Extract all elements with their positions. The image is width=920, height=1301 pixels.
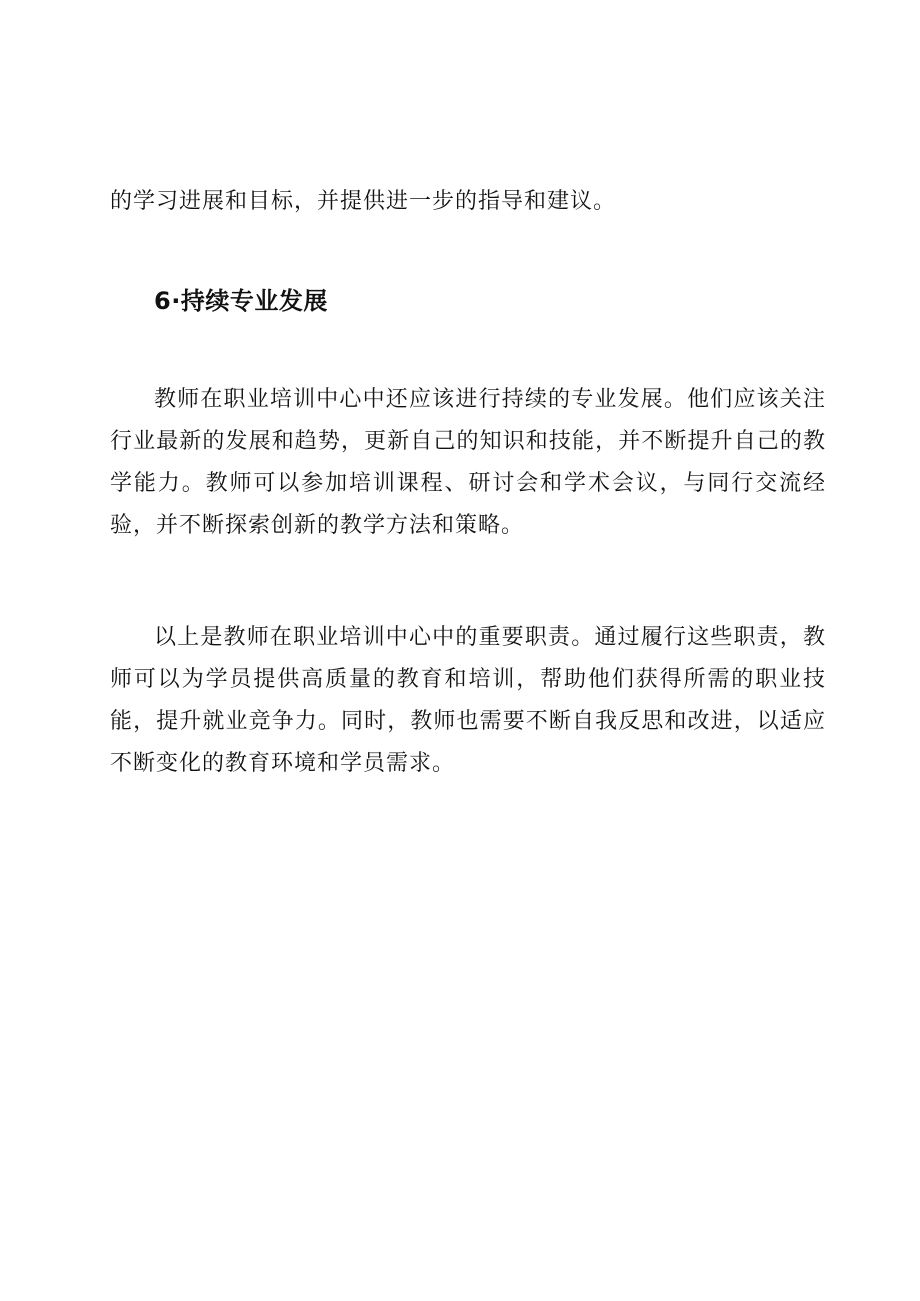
section-heading: 6·持续专业发展: [154, 287, 328, 315]
professional-development-paragraph: 教师在职业培训中心中还应该进行持续的专业发展。他们应该关注行业最新的发展和趋势，更新自己的知识和技能，并不断提升自己的教学能力。教师可以参加培训课程、研讨会和学术会议，与同行交流经验，并不断探索创新的教学方法和策略。: [110, 387, 826, 538]
continuation-paragraph: 的学习进展和目标，并提供进一步的指导和建议。: [110, 189, 617, 214]
summary-paragraph: 以上是教师在职业培训中心中的重要职责。通过履行这些职责，教师可以为学员提供高质量的教育和培训，帮助他们获得所需的职业技能，提升就业竞争力。同时，教师也需要不断自我反思和改进，以适应不断变化的教育环境和学员需求。: [110, 625, 826, 776]
